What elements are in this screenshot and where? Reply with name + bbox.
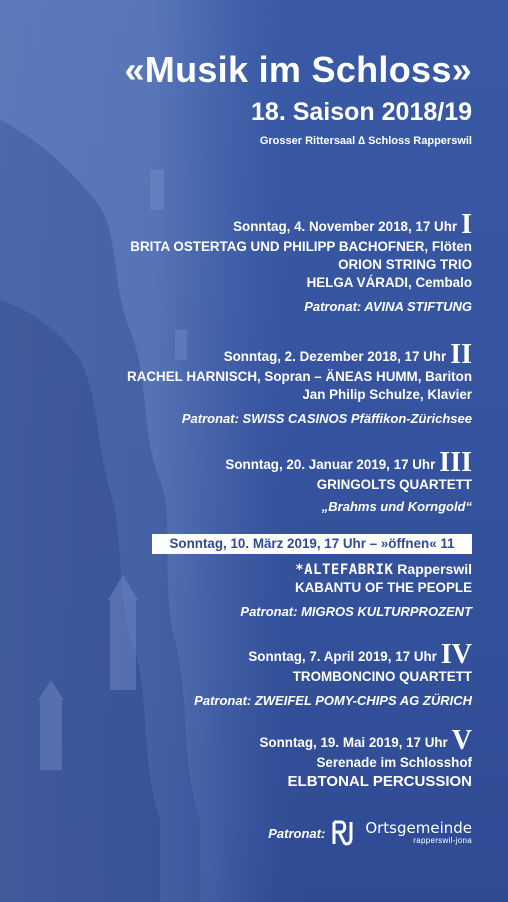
event-3 [225,447,472,516]
event-5-number: V [451,725,472,756]
event-1-number: I [461,209,472,240]
event-4-patron: Patronat: ZWEIFEL POMY-CHIPS AG ZÜRICH [194,693,472,708]
event-4-line-1: TROMBONCINO QUARTETT [292,669,472,684]
rapperswil-jona-logo-icon [331,818,359,848]
ortsgemeinde-logo-sub: rapperswil-jona [413,836,472,845]
event-special-patron: Patronat: MIGROS KULTURPROZENT [240,604,472,619]
event-2-patron: Patronat: SWISS CASINOS Pfäffikon-Zürichsee [181,411,472,426]
event-3-line-2: „Brahms und Korngold“ [321,499,472,514]
event-3-line-1: GRINGOLTS QUARTETT [316,477,472,492]
season-title: 18. Saison 2018/19 [251,98,472,126]
event-1-line-1: BRITA OSTERTAG UND PHILIPP BACHOFNER, Flöten [130,239,472,254]
venue-text: Grosser Rittersaal ∆ Schloss Rapperswil [259,135,472,147]
event-2 [127,339,472,428]
special-event-banner: Sonntag, 10. März 2019, 17 Uhr – »öffnen« 11 [152,534,472,554]
event-3-date: Sonntag, 20. Januar 2019, 17 Uhr [225,457,436,472]
event-4 [194,639,472,710]
event-1-line-2: ORION STRING TRIO [338,257,472,272]
event-1 [130,209,472,316]
event-1-line-3: HELGA VÁRADI, Cembalo [306,275,472,290]
event-5 [259,725,472,792]
event-3-number: III [439,447,472,478]
ortsgemeinde-logo [365,820,472,846]
event-2-number: II [450,339,472,370]
event-4-date: Sonntag, 7. April 2019, 17 Uhr [248,649,437,664]
event-special-line-1: KABANTU OF THE PEOPLE [294,580,472,595]
event-special [240,560,472,621]
event-1-date: Sonntag, 4. November 2018, 17 Uhr [233,219,458,234]
event-4-number: IV [440,639,472,670]
ortsgemeinde-logo-main: Ortsgemeinde [365,819,472,837]
altefabrik-label: *ALTEFABRIK [295,562,394,578]
event-2-line-2: Jan Philip Schulze, Klavier [302,387,472,402]
event-1-patron: Patronat: AVINA STIFTUNG [304,299,472,314]
event-5-line-2: ELBTONAL PERCUSSION [287,773,472,790]
footer-patrons [268,815,472,851]
event-2-line-1: RACHEL HARNISCH, Sopran – ÄNEAS HUMM, Bariton [127,369,472,384]
event-2-date: Sonntag, 2. Dezember 2018, 17 Uhr [223,349,447,364]
footer-patron-label: Patronat: [268,825,326,841]
poster-title: «Musik im Schloss» [124,49,472,90]
altefabrik-location: Rapperswil [393,561,472,577]
event-5-date: Sonntag, 19. Mai 2019, 17 Uhr [259,735,448,750]
event-5-line-1: Serenade im Schlosshof [316,755,472,770]
